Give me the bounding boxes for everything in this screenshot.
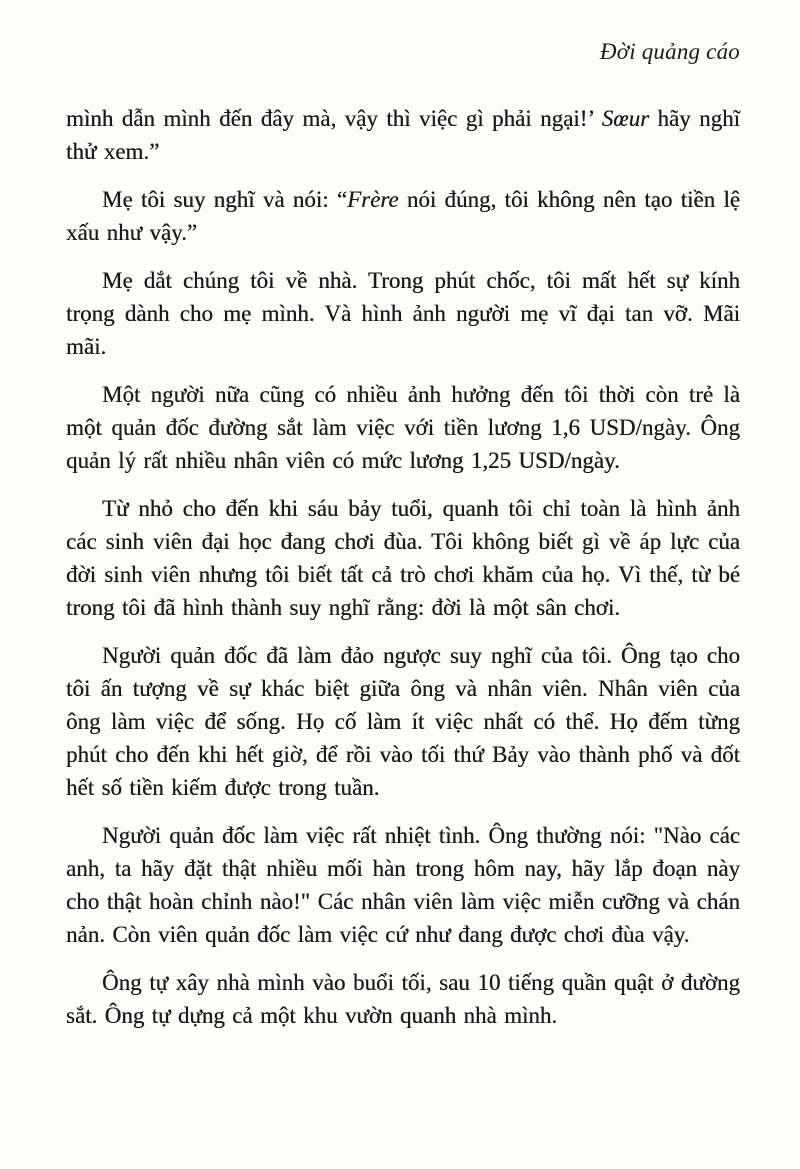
running-header-title: Đời quảng cáo bbox=[599, 39, 740, 64]
paragraph-2 bbox=[66, 183, 740, 249]
paragraph-4: Một người nữa cũng có nhiều ảnh hưởng đến tôi thời còn trẻ là một quản đốc đường sắt làm việc với tiền lương 1,6 USD/ngày. Ông quản lý rất nhiều nhân viên có mức lương 1,25 USD/ngày. bbox=[66, 382, 740, 473]
paragraph-1-text: mình dẫn mình đến đây mà, vậy thì việc gì phải ngại!’ bbox=[66, 106, 602, 131]
italic-term-frere: Frère bbox=[347, 187, 399, 212]
paragraph-8: Ông tự xây nhà mình vào buổi tối, sau 10 tiếng quần quật ở đường sắt. Ông tự dựng cả một khu vườn quanh nhà mình. bbox=[66, 970, 740, 1028]
paragraph-7: Người quản đốc làm việc rất nhiệt tình. Ông thường nói: "Nào các anh, ta hãy đặt thật nhiều mối hàn trong hôm nay, hãy lắp đoạn này cho thật hoàn chỉnh nào!" Các nhân viên làm việc miễn cưỡng và chán nản. Còn viên quản đốc làm việc cứ như đang được chơi đùa vậy. bbox=[66, 823, 740, 947]
paragraph-1 bbox=[66, 102, 740, 168]
paragraph-5: Từ nhỏ cho đến khi sáu bảy tuổi, quanh tôi chỉ toàn là hình ảnh các sinh viên đại học đang chơi đùa. Tôi không biết gì về áp lực của đời sinh viên nhưng tôi biết tất cả trò chơi khăm của họ. Vì thế, từ bé trong tôi đã hình thành suy nghĩ rằng: đời là một sân chơi. bbox=[66, 496, 740, 620]
paragraph-6: Người quản đốc đã làm đảo ngược suy nghĩ của tôi. Ông tạo cho tôi ấn tượng về sự khác biệt giữa ông và nhân viên. Nhân viên của ông làm việc để sống. Họ cố làm ít việc nhất có thể. Họ đếm từng phút cho đến khi hết giờ, để rồi vào tối thứ Bảy vào thành phố và đốt hết số tiền kiếm được trong tuần. bbox=[66, 643, 740, 800]
page-body bbox=[66, 102, 740, 1032]
paragraph-2-text-cont: nói đúng, tôi không nên tạo tiền lệ xấu như vậy.” bbox=[66, 187, 740, 245]
paragraph-3: Mẹ dắt chúng tôi về nhà. Trong phút chốc, tôi mất hết sự kính trọng dành cho mẹ mình. Và hình ảnh người mẹ vĩ đại tan vỡ. Mãi mãi. bbox=[66, 268, 740, 359]
running-header bbox=[66, 38, 740, 66]
italic-term-soeur: Sœur bbox=[601, 106, 650, 131]
paragraph-1-text-cont: hãy nghĩ thử xem.” bbox=[66, 106, 740, 164]
paragraph-2-text: Mẹ tôi suy nghĩ và nói: “ bbox=[102, 187, 348, 212]
